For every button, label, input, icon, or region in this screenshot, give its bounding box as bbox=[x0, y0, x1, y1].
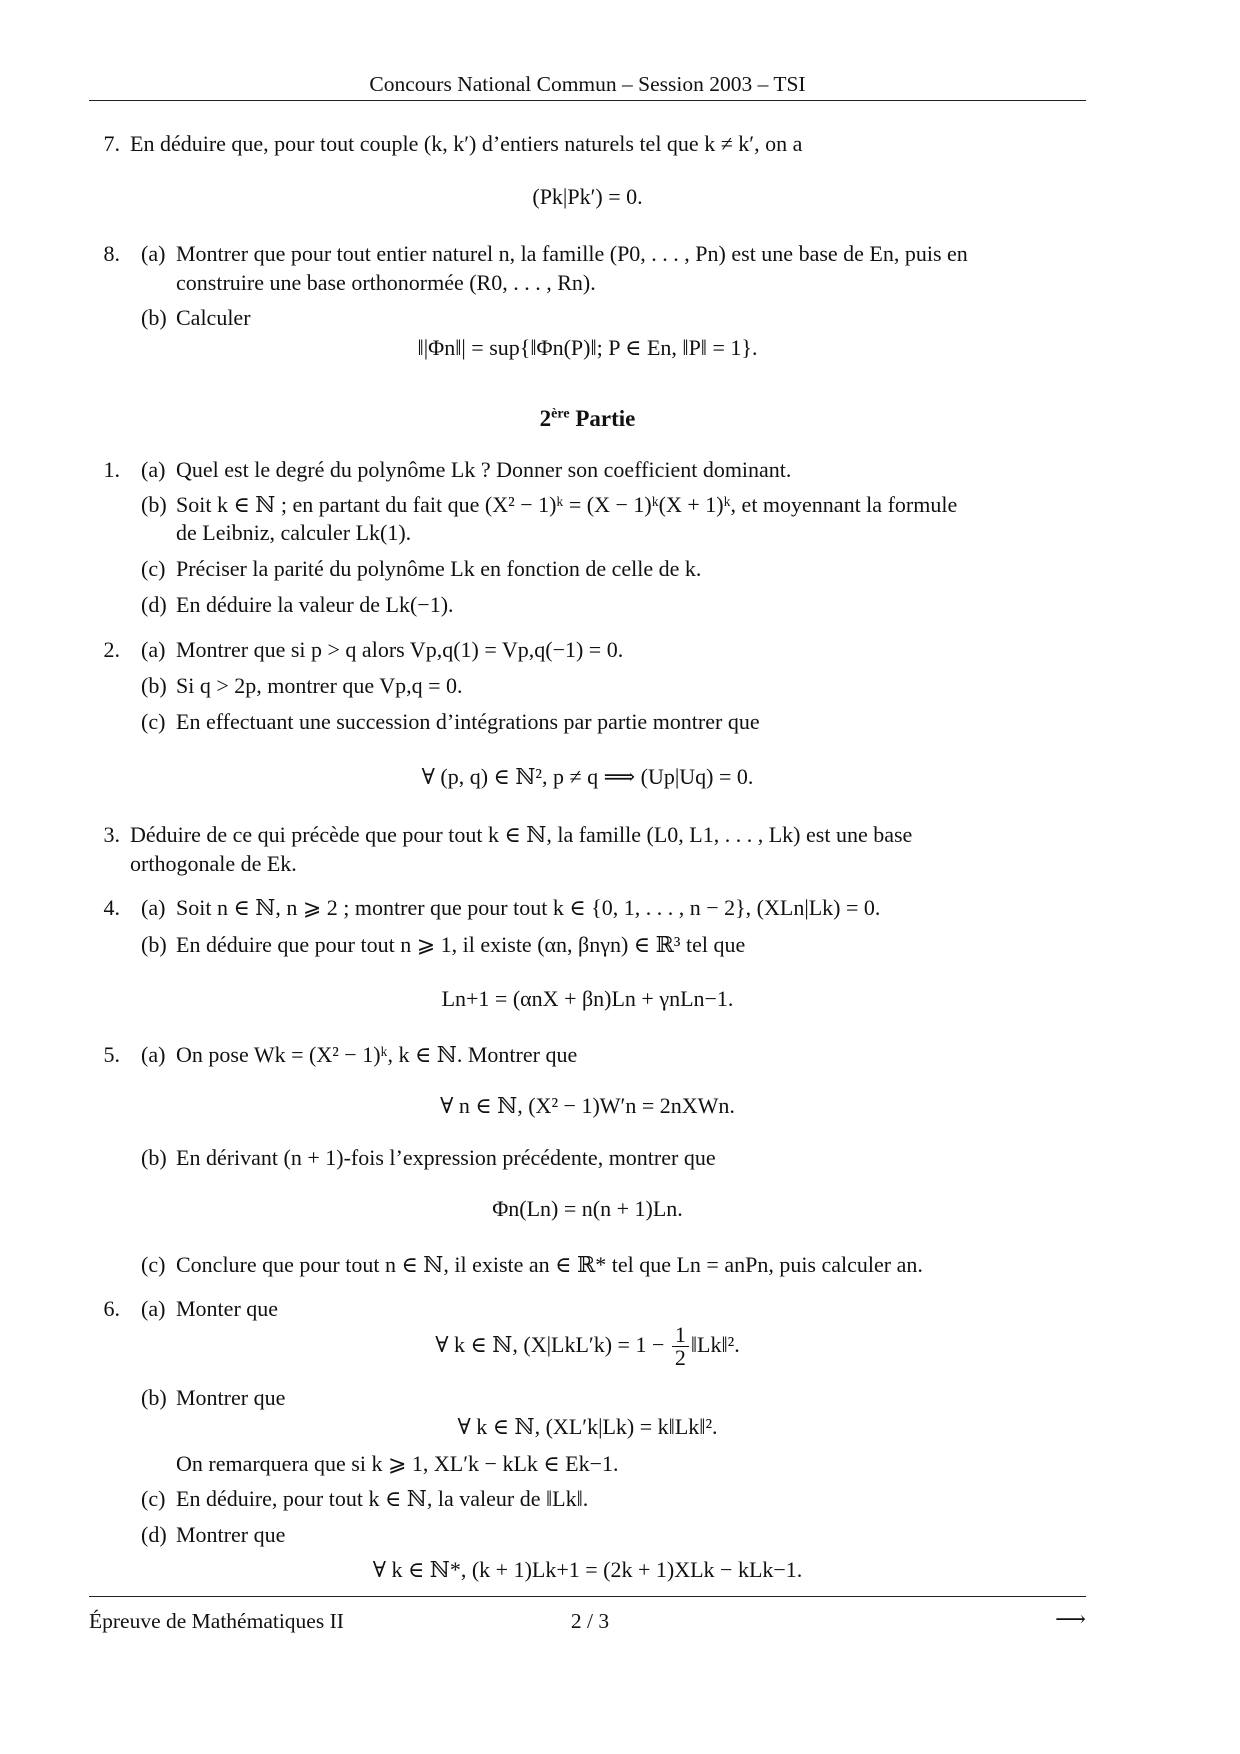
part2-sup: ère bbox=[551, 406, 570, 422]
p5b-label: (b) bbox=[141, 1145, 167, 1170]
p1a-label: (a) bbox=[141, 457, 166, 482]
part2-word: Partie bbox=[575, 406, 636, 431]
p5a-equation: ∀ n ∈ ℕ, (X² − 1)W′n = 2nXWn. bbox=[440, 1093, 735, 1118]
p6a-eq-left: ∀ k ∈ ℕ, (X|LkL′k) = 1 − bbox=[435, 1332, 665, 1357]
p3-number: 3. bbox=[103, 822, 120, 847]
p4b-text: En déduire que pour tout n ⩾ 1, il existe (αn, βnγn) ∈ ℝ³ tel que bbox=[176, 932, 746, 957]
p1b-line1: Soit k ∈ ℕ ; en partant du fait que (X² − 1)ᵏ = (X − 1)ᵏ(X + 1)ᵏ, et moyennant la formule bbox=[176, 492, 958, 517]
p4-number: 4. bbox=[103, 895, 120, 920]
p5c-text: Conclure que pour tout n ∈ ℕ, il existe an ∈ ℝ* tel que Ln = anPn, puis calculer an. bbox=[176, 1252, 923, 1277]
p6a-eq-numerator: 1 bbox=[672, 1324, 689, 1347]
p6b-label: (b) bbox=[141, 1385, 167, 1410]
q8b-text: Calculer bbox=[176, 305, 251, 330]
p6a-eq-denominator: 2 bbox=[674, 1345, 686, 1371]
p5c-label: (c) bbox=[141, 1252, 166, 1277]
p2-number: 2. bbox=[103, 637, 120, 662]
p6a-eq-fraction bbox=[672, 1324, 689, 1369]
p1-number: 1. bbox=[103, 457, 120, 482]
footer-left: Épreuve de Mathématiques II bbox=[89, 1609, 344, 1633]
p2c-equation: ∀ (p, q) ∈ ℕ², p ≠ q ⟹ (Up|Uq) = 0. bbox=[421, 764, 754, 789]
p1b-label: (b) bbox=[141, 492, 167, 517]
part2-number: 2 bbox=[539, 406, 552, 431]
p5b-text: En dérivant (n + 1)-fois l’expression précédente, montrer que bbox=[176, 1145, 716, 1170]
page-header: Concours National Commun – Session 2003 – TSI bbox=[369, 72, 806, 96]
p2b-text: Si q > 2p, montrer que Vp,q = 0. bbox=[176, 673, 463, 698]
footer-rule bbox=[89, 1596, 1086, 1597]
p6b-text: Montrer que bbox=[176, 1385, 286, 1410]
p4a-label: (a) bbox=[141, 895, 166, 920]
q8b-equation: ‖|Φn‖| = sup{‖Φn(P)‖; P ∈ En, ‖P‖ = 1}. bbox=[417, 335, 758, 360]
p2a-label: (a) bbox=[141, 637, 166, 662]
p5b-equation: Φn(Ln) = n(n + 1)Ln. bbox=[492, 1196, 683, 1221]
p5a-label: (a) bbox=[141, 1042, 166, 1067]
p5a-text: On pose Wk = (X² − 1)ᵏ, k ∈ ℕ. Montrer que bbox=[176, 1042, 578, 1067]
p6d-text: Montrer que bbox=[176, 1522, 286, 1547]
q8a-line1: Montrer que pour tout entier naturel n, la famille (P0, . . . , Pn) est une base de En, puis en bbox=[176, 241, 968, 266]
p6c-label: (c) bbox=[141, 1486, 166, 1511]
p2c-text: En effectuant une succession d’intégrations par partie montrer que bbox=[176, 709, 760, 734]
p5-number: 5. bbox=[103, 1042, 120, 1067]
p6a-equation bbox=[89, 1321, 1086, 1369]
part2-title bbox=[89, 406, 1086, 432]
p1a-text: Quel est le degré du polynôme Lk ? Donner son coefficient dominant. bbox=[176, 457, 792, 482]
q8-number: 8. bbox=[103, 241, 120, 266]
q8a-label: (a) bbox=[141, 241, 166, 266]
p6a-text: Monter que bbox=[176, 1296, 279, 1321]
p6b-equation: ∀ k ∈ ℕ, (XL′k|Lk) = k‖Lk‖². bbox=[457, 1414, 718, 1439]
p6c-text: En déduire, pour tout k ∈ ℕ, la valeur de ‖Lk‖. bbox=[176, 1486, 589, 1511]
p6-number: 6. bbox=[103, 1296, 120, 1321]
p1d-label: (d) bbox=[141, 592, 167, 617]
p1d-text: En déduire la valeur de Lk(−1). bbox=[176, 592, 454, 617]
p3-line2: orthogonale de Ek. bbox=[130, 851, 297, 876]
p4b-equation: Ln+1 = (αnX + βn)Ln + γnLn−1. bbox=[441, 986, 734, 1011]
q7-equation: (Pk|Pk′) = 0. bbox=[532, 184, 643, 209]
p2b-label: (b) bbox=[141, 673, 167, 698]
p6b-note: On remarquera que si k ⩾ 1, XL′k − kLk ∈ Ek−1. bbox=[176, 1451, 619, 1476]
p6a-eq-right: ‖Lk‖². bbox=[690, 1332, 740, 1357]
header-rule bbox=[89, 100, 1086, 101]
q8b-label: (b) bbox=[141, 305, 167, 330]
p1c-text: Préciser la parité du polynôme Lk en fonction de celle de k. bbox=[176, 556, 702, 581]
p3-line1: Déduire de ce qui précède que pour tout k ∈ ℕ, la famille (L0, L1, . . . , Lk) est une base bbox=[130, 822, 913, 847]
p4a-text: Soit n ∈ ℕ, n ⩾ 2 ; montrer que pour tout k ∈ {0, 1, . . . , n − 2}, (XLn|Lk) = 0. bbox=[176, 895, 881, 920]
p2c-label: (c) bbox=[141, 709, 166, 734]
p6d-label: (d) bbox=[141, 1522, 167, 1547]
p6d-equation: ∀ k ∈ ℕ*, (k + 1)Lk+1 = (2k + 1)XLk − kLk−1. bbox=[372, 1557, 803, 1582]
q7-number: 7. bbox=[103, 131, 120, 156]
p6a-label: (a) bbox=[141, 1296, 166, 1321]
page-number: 2 / 3 bbox=[570, 1609, 610, 1633]
p1c-label: (c) bbox=[141, 556, 166, 581]
q8a-line2: construire une base orthonormée (R0, . . . , Rn). bbox=[176, 270, 596, 295]
q7-text: En déduire que, pour tout couple (k, k′) d’entiers naturels tel que k ≠ k′, on a bbox=[130, 131, 803, 156]
p2a-text: Montrer que si p > q alors Vp,q(1) = Vp,q(−1) = 0. bbox=[176, 637, 624, 662]
p1b-line2: de Leibniz, calculer Lk(1). bbox=[176, 520, 412, 545]
next-arrow-icon: ⟶ bbox=[1055, 1607, 1086, 1631]
p4b-label: (b) bbox=[141, 932, 167, 957]
